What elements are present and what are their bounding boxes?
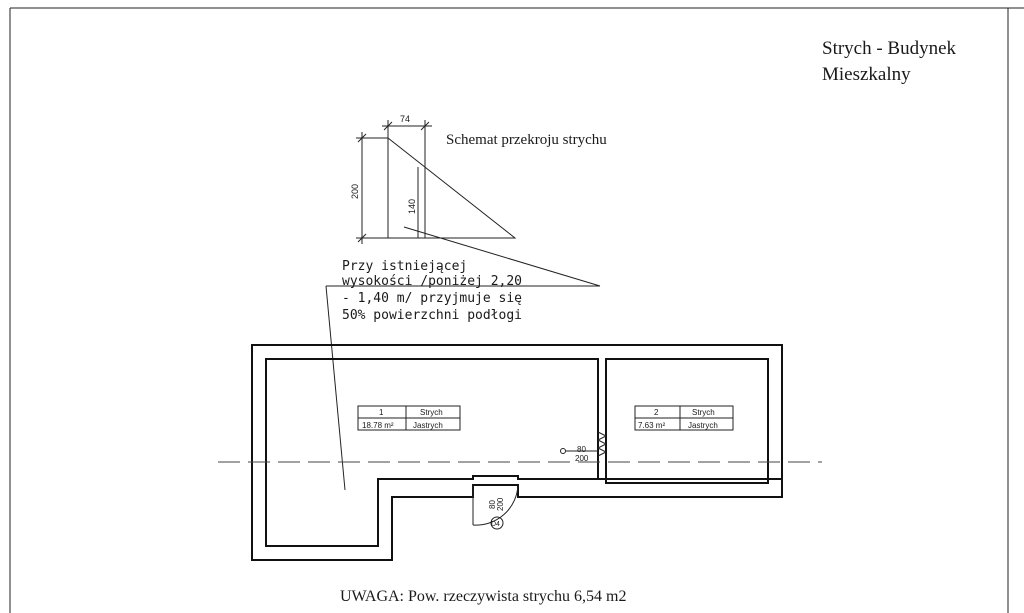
note-line-1: Przy istniejącej xyxy=(342,259,468,274)
dim-left-label: 200 xyxy=(350,183,360,199)
inner-wall-room-1 xyxy=(266,359,598,546)
window-dim-top: 80 xyxy=(577,445,586,454)
window-tag xyxy=(561,445,599,463)
room-2-number: 2 xyxy=(654,408,659,417)
floor-plan xyxy=(218,345,822,560)
area-calculation-note xyxy=(326,259,600,490)
outer-wall-outline xyxy=(252,345,782,560)
room-2-area: 7.63 m² xyxy=(638,421,666,430)
room-1-label xyxy=(358,406,460,430)
door-dim-top: 80 xyxy=(488,500,497,509)
door-tag-label: D4 xyxy=(491,521,500,528)
note-line-3: - 1,40 m/ przyjmuje się xyxy=(342,291,523,306)
dim-inner-label: 140 xyxy=(407,198,417,214)
partition-hatch xyxy=(598,432,606,456)
inner-wall-room-2 xyxy=(606,359,768,483)
door-tag xyxy=(488,497,505,529)
room-1-area: 18.78 m² xyxy=(362,421,394,430)
room-2-floor: Jastrych xyxy=(688,421,718,430)
window-dim-bottom: 200 xyxy=(575,454,589,463)
room-1-floor: Jastrych xyxy=(413,421,443,430)
title-line-2: Mieszkalny xyxy=(822,64,911,85)
room-1-name: Strych xyxy=(420,408,443,417)
section-caption: Schemat przekroju strychu xyxy=(446,132,607,148)
room-1-number: 1 xyxy=(379,408,384,417)
door-dim-bottom: 200 xyxy=(496,497,505,511)
room-2-label xyxy=(635,406,733,430)
note-line-2: wysokości /poniżej 2,20 xyxy=(342,274,523,289)
window-tag-marker xyxy=(561,449,566,454)
room-2-name: Strych xyxy=(692,408,715,417)
note-line-4: 50% powierzchni podłogi xyxy=(342,308,523,323)
footer-note: UWAGA: Pow. rzeczywista strychu 6,54 m2 xyxy=(340,588,627,605)
title-line-1: Strych - Budynek xyxy=(822,38,957,59)
dim-top-label: 74 xyxy=(400,114,411,124)
section-roof-triangle xyxy=(388,138,515,238)
